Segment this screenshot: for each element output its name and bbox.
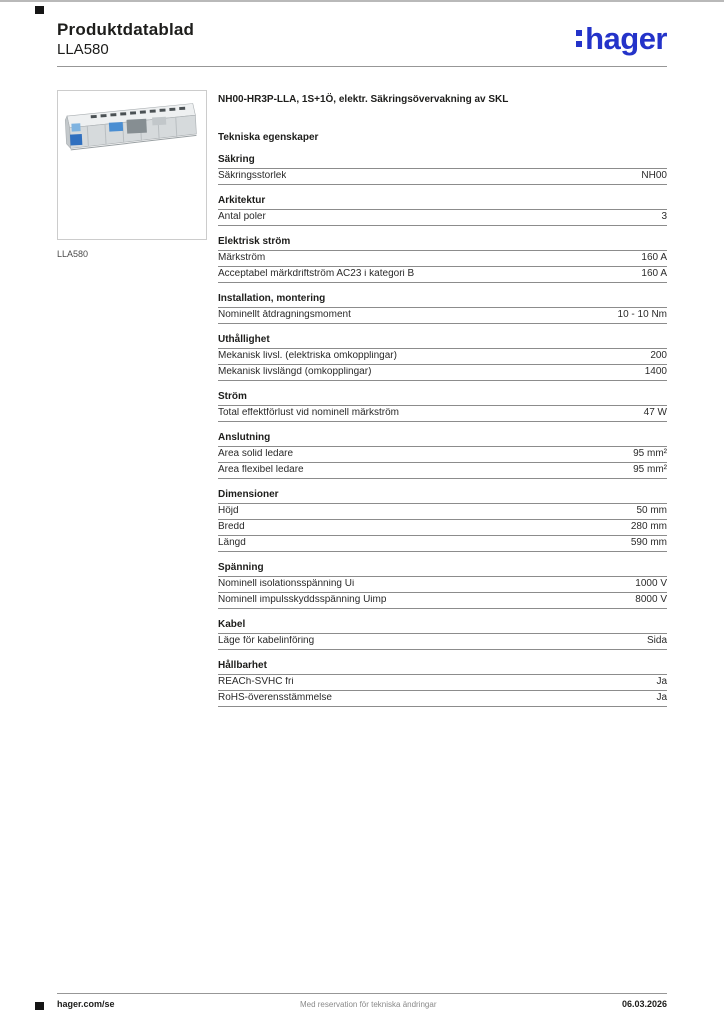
spec-row	[218, 691, 667, 707]
hager-logo	[576, 21, 667, 56]
footer-date: 06.03.2026	[621, 999, 667, 1009]
spec-section-rows	[218, 634, 667, 650]
product-title: NH00-HR3P-LLA, 1S+1Ö, elektr. Säkringsövervakning av SKL	[218, 94, 509, 105]
footer-divider	[57, 993, 667, 994]
spec-row-label: RoHS-överensstämmelse	[218, 693, 332, 703]
product-image	[58, 91, 204, 237]
spec-section-title: Dimensioner	[218, 489, 667, 504]
footer	[57, 999, 667, 1009]
spec-section	[218, 432, 667, 479]
doc-type-title: Produktdatablad	[57, 20, 195, 39]
spec-row	[218, 349, 667, 365]
hager-colon-icon	[576, 30, 582, 47]
spec-section	[218, 236, 667, 283]
hager-logo-text: hager	[585, 21, 667, 56]
spec-section-title: Ström	[218, 391, 667, 406]
spec-sections	[218, 154, 667, 707]
spec-row-value: 95 mm²	[633, 448, 667, 459]
footer-site-link[interactable]: hager.com/se	[57, 999, 115, 1009]
spec-section-rows	[218, 504, 667, 552]
spec-row-value: Ja	[656, 692, 667, 703]
spec-row	[218, 365, 667, 381]
spec-row-label: Längd	[218, 538, 246, 548]
spec-row-value: 50 mm	[636, 505, 667, 516]
spec-row	[218, 520, 667, 536]
spec-section-title: Kabel	[218, 619, 667, 634]
spec-row-label: REACh-SVHC fri	[218, 677, 294, 687]
spec-section-title: Elektrisk ström	[218, 236, 667, 251]
spec-row	[218, 308, 667, 324]
content	[57, 90, 667, 707]
spec-row	[218, 406, 667, 422]
spec-section	[218, 562, 667, 609]
tech-characteristics-heading: Tekniska egenskaper	[218, 132, 319, 143]
spec-section	[218, 489, 667, 552]
spec-section	[218, 619, 667, 650]
spec-section-title: Hållbarhet	[218, 660, 667, 675]
spec-row-label: Nominellt åtdragningsmoment	[218, 310, 351, 320]
spec-row	[218, 504, 667, 520]
spec-row-value: Sida	[646, 635, 667, 646]
spec-row-label: Höjd	[218, 506, 239, 516]
spec-row	[218, 536, 667, 552]
footer-disclaimer: Med reservation för tekniska ändringar	[299, 1000, 437, 1009]
spec-section-rows	[218, 577, 667, 609]
spec-section-title: Säkring	[218, 154, 667, 169]
spec-row	[218, 463, 667, 479]
spec-row-value: NH00	[641, 170, 667, 181]
spec-row	[218, 634, 667, 650]
spec-section-rows	[218, 308, 667, 324]
spec-row-value: 3	[661, 211, 667, 222]
spec-row-label: Säkringsstorlek	[218, 171, 287, 181]
spec-row-label: Mekanisk livslängd (omkopplingar)	[218, 367, 372, 377]
spec-section	[218, 293, 667, 324]
spec-row	[218, 169, 667, 185]
spec-section	[218, 154, 667, 185]
spec-row-label: Läge för kabelinföring	[218, 636, 315, 646]
spec-row-label: Bredd	[218, 522, 245, 532]
spec-row-label: Nominell impulsskyddsspänning Uimp	[218, 595, 387, 605]
spec-section-title: Anslutning	[218, 432, 667, 447]
product-image-column	[57, 90, 205, 259]
spec-row-value: 160 A	[641, 252, 667, 263]
spec-row-value: Ja	[656, 676, 667, 687]
spec-row	[218, 210, 667, 226]
spec-section-title: Spänning	[218, 562, 667, 577]
spec-section-title: Uthållighet	[218, 334, 667, 349]
spec-row	[218, 577, 667, 593]
spec-section	[218, 391, 667, 422]
spec-row-label: Nominell isolationsspänning Ui	[218, 579, 355, 589]
spec-row-label: Total effektförlust vid nominell märkström	[218, 408, 399, 418]
crop-mark-top	[35, 6, 44, 14]
spec-row-value: 280 mm	[630, 521, 667, 532]
spec-row	[218, 675, 667, 691]
spec-row-value: 1000 V	[635, 578, 667, 589]
spec-row-value: 95 mm²	[633, 464, 667, 475]
spec-section-title: Installation, montering	[218, 293, 667, 308]
spec-row-value: 47 W	[643, 407, 667, 418]
spec-section-rows	[218, 210, 667, 226]
spec-row-label: Acceptabel märkdriftström AC23 i kategori B	[218, 269, 415, 279]
spec-row-value: 200	[650, 350, 667, 361]
spec-row-label: Area flexibel ledare	[218, 465, 304, 475]
crop-mark-bottom	[35, 1002, 44, 1010]
header	[57, 19, 194, 60]
header-divider	[57, 66, 667, 67]
spec-row-label: Area solid ledare	[218, 449, 294, 459]
spec-section	[218, 334, 667, 381]
spec-row-value: 160 A	[641, 268, 667, 279]
spec-section	[218, 195, 667, 226]
spec-section-rows	[218, 406, 667, 422]
page-top-edge	[0, 0, 724, 2]
spec-section-rows	[218, 447, 667, 479]
product-reference: LLA580	[57, 41, 109, 58]
spec-row-value: 590 mm	[630, 537, 667, 548]
spec-section	[218, 660, 667, 707]
spec-section-rows	[218, 169, 667, 185]
spec-row	[218, 447, 667, 463]
spec-row-value: 10 - 10 Nm	[617, 309, 667, 320]
spec-row-value: 8000 V	[635, 594, 667, 605]
spec-row	[218, 267, 667, 283]
product-image-frame	[57, 90, 207, 240]
spec-section-title: Arkitektur	[218, 195, 667, 210]
product-image-caption: LLA580	[57, 249, 89, 259]
spec-section-rows	[218, 349, 667, 381]
spec-row	[218, 251, 667, 267]
spec-row-label: Märkström	[218, 253, 266, 263]
spec-row	[218, 593, 667, 609]
spec-row-value: 1400	[644, 366, 667, 377]
spec-section-rows	[218, 675, 667, 707]
spec-row-label: Mekanisk livsl. (elektriska omkopplingar)	[218, 351, 397, 361]
spec-row-label: Antal poler	[218, 212, 266, 222]
spec-column	[218, 90, 667, 707]
spec-section-rows	[218, 251, 667, 283]
